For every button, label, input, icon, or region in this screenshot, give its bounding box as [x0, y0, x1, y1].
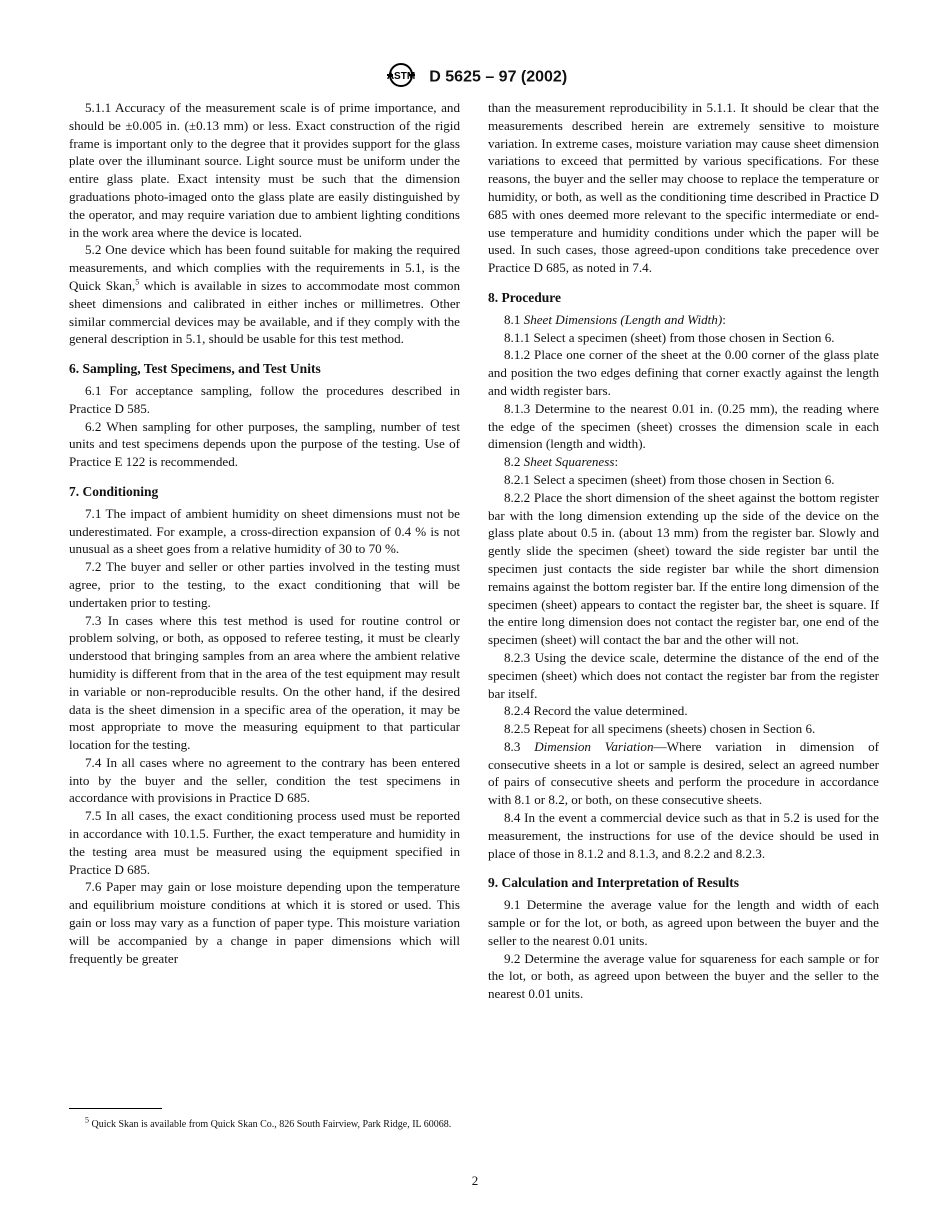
paragraph-7-1: 7.1 The impact of ambient humidity on sheet dimensions must not be underestimated. For example, a cross-direction expansion of 0.4 % is not unusual as a sheet goes from a relative humidity of 30 to 70 %.: [69, 505, 460, 557]
svg-text:ASTM: ASTM: [386, 71, 415, 82]
paragraph-8-2-4: 8.2.4 Record the value determined.: [504, 703, 688, 719]
paragraph-5-2: 5.2 One device which has been found suitable for making the required measurements, and which complies with the requirements in 5.1, is the Quick Skan,$^5$ which is available in sizes to accommodate most common sheet dimensions and calibrated in either inches or millimetres. Other similar commercial devices may be available, and if they comply with the general description in 5.1, should be usable for this test method.: [69, 242, 460, 347]
paragraph-8-2-1: 8.2.1 Select a specimen (sheet) from those chosen in Section 6.: [504, 471, 835, 487]
section-heading-7: 7. Conditioning: [69, 483, 159, 499]
astm-logo-icon: [383, 62, 419, 93]
paragraph-9-1: 9.1 Determine the average value for the length and width of each sample or for the lot, or both, as agreed upon between the buyer and the seller to the nearest 0.01 units.: [488, 897, 879, 948]
footnote-divider: [69, 1108, 162, 1109]
paragraph-6-1: 6.1 For acceptance sampling, follow the procedures described in Practice D 585.: [69, 382, 460, 416]
paragraph-7-6: 7.6 Paper may gain or lose moisture depending upon the temperature and equilibrium moisture conditions at which it is stored or used. This gain or loss may vary as a function of paper type. This moisture variation will be accompanied by a change in paper dimensions which will frequently be greater: [69, 879, 460, 966]
paragraph-9-2: 9.2 Determine the average value for squareness for each sample or for the lot, or both, as agreed upon between the buyer and the seller to the nearest 0.01 units.: [488, 950, 879, 1002]
paragraph-8-2-5: 8.2.5 Repeat for all specimens (sheets) chosen in Section 6.: [504, 721, 816, 737]
paragraph-8-3: 8.3 Dimension Variation—Where variation in dimension of consecutive sheets in a lot or sample is desired, select an agreed number of pairs of consecutive sheets and perform the procedure in accordance with 8.1 or 8.2, or both, on these consecutive sheets.: [488, 738, 879, 808]
paragraph-5-1-1: 5.1.1 Accuracy of the measurement scale is of prime importance, and should be ±0.005 in. (±0.13 mm) or less. Exact construction of the rigid frame is important only to the degree that it provides support for the glass plate over the illuminant source. Light source must be uniform under the entire glass plate. Exact intensity must be such that the dimension graduations photo-imaged onto the glass plate are easily distinguished by the operator, and may require variation due to ambient lighting conditions in the work area where the device is located.: [69, 100, 460, 240]
paragraph-8-1-2: 8.1.2 Place one corner of the sheet at the 0.00 corner of the glass plate and position the two edges defining that corner exactly against the length and width register bars.: [488, 347, 879, 398]
paragraph-8-2-3: 8.2.3 Using the device scale, determine the distance of the end of the specimen (sheet) which does not contact the register bar from the register bar itself.: [488, 649, 879, 701]
page-number: 2: [471, 1173, 479, 1188]
right-column: [488, 99, 879, 1003]
paragraph-8-1-1: 8.1.1 Select a specimen (sheet) from those chosen in Section 6.: [504, 329, 835, 345]
document-designation: D 5625 – 97 (2002): [429, 68, 568, 86]
section-heading-6: 6. Sampling, Test Specimens, and Test Units: [69, 361, 321, 377]
paragraph-7-6-continued: than the measurement reproducibility in 5.1.1. It should be clear that the measurements described herein are extremely sensitive to moisture variation. In extreme cases, moisture variation may cause sheet dimension variations to exceed that permitted by various specifications. For these reasons, the buyer and the seller may choose to replace the temperature or humidity, or both, as well as the conditioning time described in Practice D 685 with ones deemed more relevant to the specific intermediate or end-use temperature and humidity conditions under which the paper will be used. In such cases, those agreed-upon conditions take precedence over Practice D 685, as noted in 7.4.: [488, 100, 879, 276]
section-heading-8: 8. Procedure: [488, 289, 561, 305]
paragraph-7-5: 7.5 In all cases, the exact conditioning process used must be reported in accordance with 10.1.5. Further, the exact temperature and humidity in the testing area must be measured using the equipment specified in Practice D 685.: [69, 808, 460, 877]
left-column: [69, 99, 460, 967]
footnote-ref: 5: [135, 277, 140, 287]
paragraph-8-4: 8.4 In the event a commercial device such as that in 5.2 is used for the measurement, the instructions for use of the device should be used in place of those in 8.1.2 and 8.1.3, and 8.2.2 and 8.2.3.: [488, 810, 879, 861]
paragraph-6-2: 6.2 When sampling for other purposes, the sampling, number of test units and test specimens depends upon the purpose of the testing. Use of Practice E 122 is recommended.: [69, 418, 460, 470]
paragraph-7-3: 7.3 In cases where this test method is used for routine control or problem solving, or both, as opposed to referee testing, it must be clearly understood that bringing samples from an area where the ambient relative humidity is different from that in the area of the test equipment may result in variable or non-reproducible results. On the other hand, if the desired data is the sheet dimension in a specific area of the operation, it may be most appropriate to move the measuring equipment to that particular location for the testing.: [69, 612, 460, 753]
paragraph-8-1-3: 8.1.3 Determine to the nearest 0.01 in. (0.25 mm), the reading where the edge of the specimen (sheet) crosses the dimension scale in each dimension (length and width).: [488, 400, 879, 452]
paragraph-8-1: 8.1 Sheet Dimensions (Length and Width):: [504, 311, 726, 327]
paragraph-8-2-2: 8.2.2 Place the short dimension of the sheet against the bottom register bar with the long dimension extending up the side of the device on the glass plate about 0.5 in. (about 13 mm) from the register bar. Slowly and gently slide the specimen (sheet) toward the side register bar until the specimen just contacts the side register bar while the short dimension remains against the bottom register bar. If the entire long dimension of the specimen (sheet) appears to contact the register bar, the sheet is square. If the entire long dimension does not contact the register bar, one end of the specimen (sheet) will contact the bar and the other will not.: [488, 489, 879, 648]
paragraph-7-2: 7.2 The buyer and seller or other parties involved in the testing must agree, prior to the testing, to the exact conditioning that will be undertaken prior to testing.: [69, 559, 460, 610]
paragraph-8-2: 8.2 Sheet Squareness:: [504, 454, 619, 470]
section-heading-9: 9. Calculation and Interpretation of Results: [488, 875, 740, 891]
paragraph-7-4: 7.4 In all cases where no agreement to the contrary has been entered into by the buyer and the seller, condition the test specimens in accordance with provisions in Practice D 685.: [69, 754, 460, 806]
footnote: $^5$ Quick Skan is available from Quick Skan Co., 826 South Fairview, Park Ridge, IL 60068.: [85, 1115, 452, 1130]
page-header: [0, 62, 950, 93]
